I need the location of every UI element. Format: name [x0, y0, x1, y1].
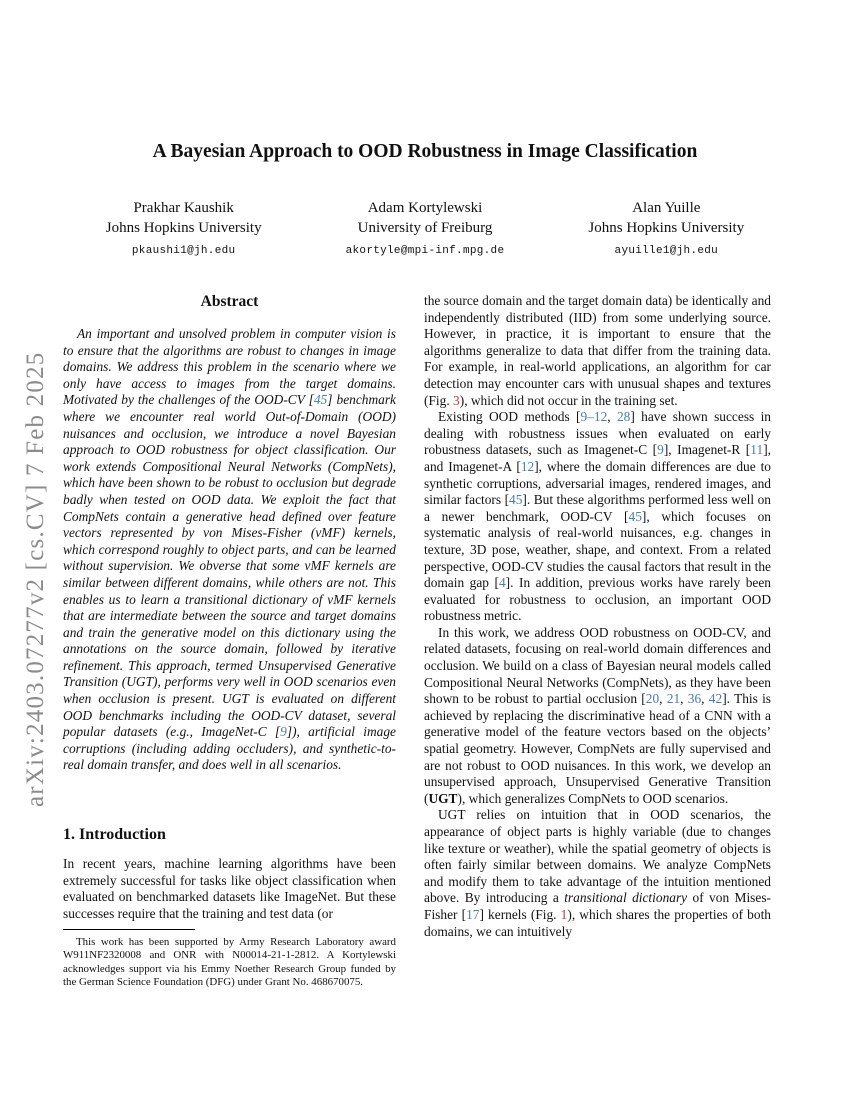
- text-run: of von Mises-Fisher [: [424, 890, 771, 922]
- text-run: UGT: [428, 790, 458, 806]
- authors-row: [63, 199, 787, 257]
- text-run: ,: [659, 691, 667, 707]
- citation-link[interactable]: 17: [466, 906, 480, 922]
- text-run: ,: [607, 409, 617, 425]
- citation-link[interactable]: 45: [313, 392, 328, 408]
- citation-link[interactable]: 21: [666, 691, 681, 707]
- footnote-text: This work has been supported by Army Research Laboratory award W911NF2320008 and ONR with N00014-21-1-2812. A Kortylewski acknowledges support via his Emmy Noether Research Group funded by the German Science Foundation (DFG) under Grant No. 468670075.: [63, 936, 396, 988]
- citation-link[interactable]: 11: [750, 442, 764, 458]
- author-email-link[interactable]: ayuille1@jh.edu: [614, 245, 719, 257]
- text-run: ], and Imagenet-A [: [424, 442, 771, 474]
- text-run: ]. This is achieved by replacing the discriminative head of a CNN with a generative model of the feature vectors based on the objects’ spatial geometry. However, CompNets are fully supervised and are not robust to OOD nuisances. In this work, we develop an unsupervised approach, Unsupervised Generative Transition (: [424, 691, 772, 806]
- text-run: Existing OOD methods [: [438, 409, 581, 425]
- text-run: ], which focuses on systematic analysis of real-world nuisances, e.g. changes in texture, 3D pose, weather, shape, and context. From a related perspective, OOD-CV studies the causal factors that result in the domain gap [: [424, 508, 772, 591]
- author-affiliation: Johns Hopkins University: [588, 220, 745, 236]
- text-run: ], Imagenet-R [: [663, 442, 751, 458]
- citation-link[interactable]: 12: [520, 458, 535, 474]
- text-run: ,: [701, 691, 709, 707]
- author-affiliation: University of Freiburg: [357, 220, 493, 236]
- author-name: Alan Yuille: [632, 200, 701, 216]
- citation-link[interactable]: 42: [708, 691, 723, 707]
- citation-link[interactable]: 36: [687, 691, 702, 707]
- body-paragraph-4: [424, 807, 771, 940]
- text-run: ]), artificial image corruptions (including adding occluders), and synthetic-to-real domain transfer, and does well in all scenarios.: [63, 724, 396, 773]
- abstract-body: [63, 326, 396, 774]
- body-paragraph-1: [424, 293, 771, 409]
- text-run: ] have shown success in dealing with robustness issues when evaluated on early robustness datasets, such as Imagenet-C [: [424, 409, 771, 458]
- body-paragraph-3: [424, 625, 771, 808]
- author-email-link[interactable]: pkaushi1@jh.edu: [131, 245, 236, 257]
- citation-link[interactable]: 45: [628, 508, 642, 524]
- text-run: ] benchmark where we encounter real world Out-of-Domain (OOD) nuisances and occlusion, we introduce a novel Bayesian approach to OOD robustness for object classification. Our work extends Compositional Neural Networks (CompNets), which have been shown to be robust to occlusion but degrade badly when tested on OOD data. We exploit the fact that CompNets contain a generative head defined over feature vectors represented by von Mises-Fisher (vMF) kernels, which correspond roughly to object parts, and can be learned without supervision. We obverse that some vMF kernels are similar between different domains, while others are not. This enables us to learn a transitional dictionary of vMF kernels that are intermediate between the source and target domains and train the generative model on this dictionary using the annotations on the source domain, followed by iterative refinement. This approach, termed Unsupervised Generative Transition (UGT), performs very well in OOD scenarios even when occlusion is present. UGT is evaluated on different OOD benchmarks including the OOD-CV dataset, several popular datasets (e.g., ImageNet-C [: [63, 392, 396, 740]
- citation-link[interactable]: 28: [616, 409, 631, 425]
- author-name: Adam Kortylewski: [367, 200, 483, 216]
- author-block-1: [63, 199, 304, 257]
- introduction-section: [63, 826, 396, 922]
- right-column: [424, 293, 771, 940]
- figure-ref-link[interactable]: 3: [453, 392, 460, 408]
- footnote: [63, 929, 396, 989]
- text-run: ), which did not occur in the training set.: [459, 392, 678, 408]
- text-run: UGT relies on intuition that in OOD scenarios, the appearance of object parts is highly variable (due to changes like texture or weather), while the spatial geometry of objects is often fairly similar between domains. We analyze CompNets and modify them to take advantage of the intuition mentioned above. By introducing a: [424, 807, 771, 906]
- text-run: An important and unsolved problem in computer vision is to ensure that the algorithms are robust to changes in image domains. We address this problem in the scenario where we only have access to images from the target domains. Motivated by the challenges of the OOD-CV [: [63, 326, 396, 408]
- text-run: ] kernels (Fig.: [479, 906, 561, 922]
- figure-ref-link[interactable]: 1: [560, 906, 568, 922]
- abstract-heading: Abstract: [200, 293, 259, 310]
- author-email-link[interactable]: akortyle@mpi-inf.mpg.de: [345, 245, 505, 257]
- author-affiliation: Johns Hopkins University: [105, 220, 262, 236]
- author-block-2: [304, 199, 545, 257]
- citation-link[interactable]: 9: [280, 724, 287, 740]
- text-run: ,: [680, 691, 688, 707]
- text-run: ], where the domain differences are due to synthetic corruptions, adversarial images, rendered images, and similar factors [: [424, 458, 771, 508]
- arxiv-stamp: arXiv:2403.07277v2 [cs.CV] 7 Feb 2025: [22, 351, 49, 807]
- text-run: ]. In addition, previous works have rarely been evaluated for robustness to occlusion, an important OOD robustness metric.: [424, 575, 771, 624]
- text-run: transitional dictionary: [564, 890, 688, 906]
- body-paragraph-2: [424, 409, 771, 625]
- abstract-section: [63, 293, 396, 774]
- paper-title: A Bayesian Approach to OOD Robustness in Image Classification: [152, 141, 698, 162]
- citation-link[interactable]: 9: [657, 442, 664, 458]
- author-name: Prakhar Kaushik: [133, 200, 234, 216]
- citation-link[interactable]: 9–12: [580, 409, 608, 425]
- citation-link[interactable]: 4: [498, 575, 506, 591]
- text-run: ), which shares the properties of both domains, we can intuitively: [424, 906, 771, 939]
- author-block-3: [546, 199, 787, 257]
- citation-link[interactable]: 45: [509, 492, 523, 508]
- introduction-paragraph: In recent years, machine learning algorithms have been extremely successful for tasks like object classification when evaluated on benchmarked datasets like ImageNet. But these successes require that the training and test data (or: [63, 856, 396, 921]
- text-run: the source domain and the target domain data) be identically and independently distributed (IID) from some underlying source. However, in practice, it is important to ensure that the algorithms generalize to data that differ from the training data. For example, in real-world applications, an algorithm for car detection may encounter cars with unusual shapes and textures (Fig.: [424, 293, 771, 408]
- citation-link[interactable]: 20: [645, 691, 660, 707]
- introduction-heading: 1. Introduction: [63, 826, 166, 843]
- text-run: In this work, we address OOD robustness on OOD-CV, and related datasets, focusing on real-world domain differences and occlusion. We build on a class of Bayesian neural models called Compositional Neural Networks (CompNets), as they have been shown to be robust to partial occlusion [: [424, 624, 771, 707]
- footnote-rule: [63, 929, 195, 930]
- text-run: ), which generalizes CompNets to OOD scenarios.: [457, 790, 729, 806]
- text-run: ]. But these algorithms performed less well on a newer benchmark, OOD-CV [: [424, 492, 771, 524]
